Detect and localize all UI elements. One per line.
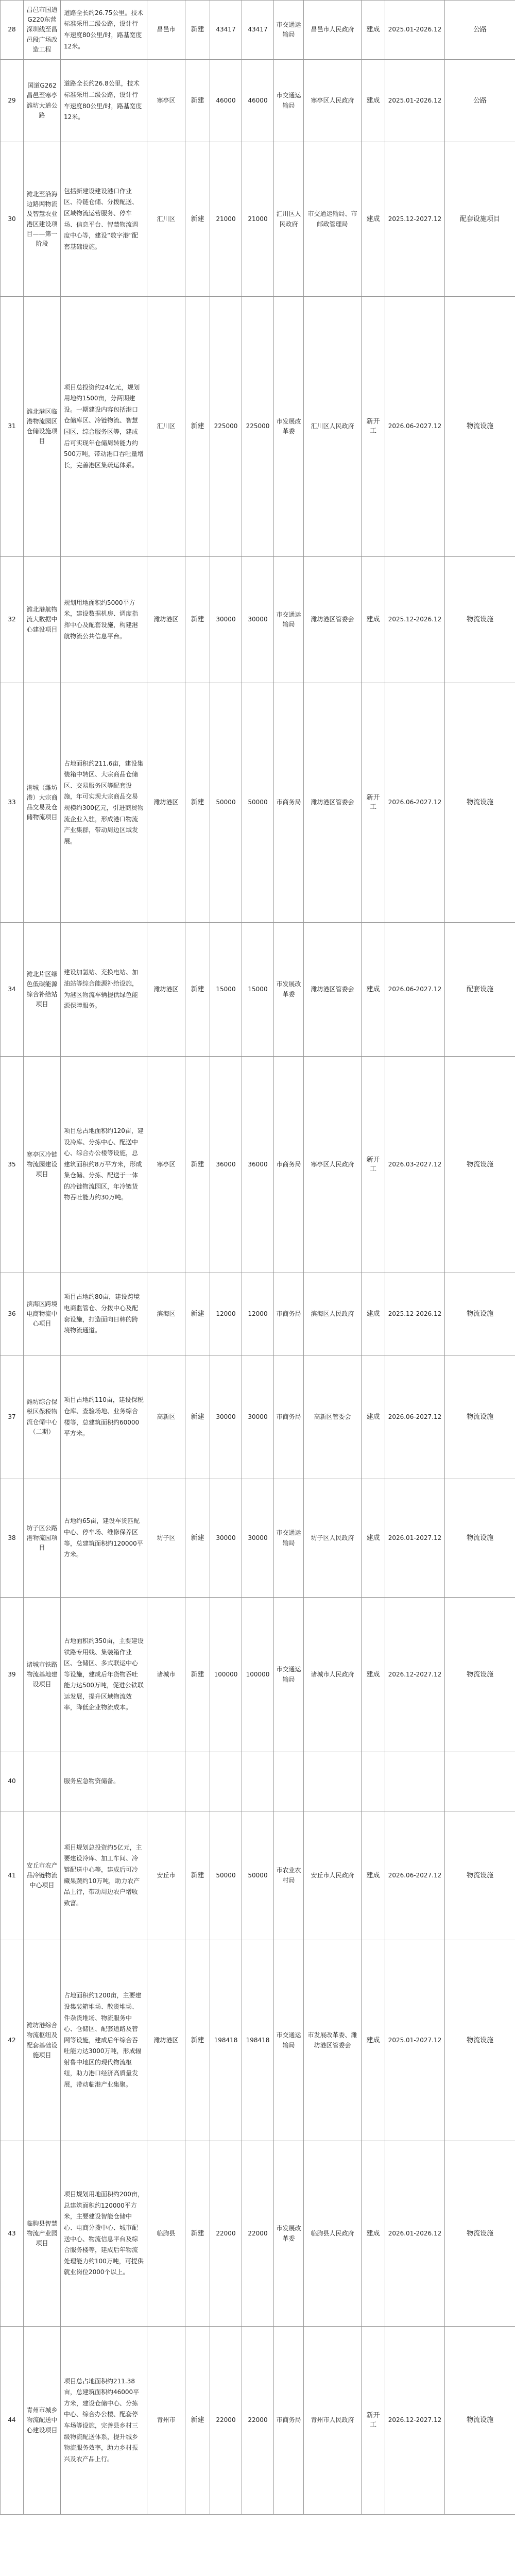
construction-stage-cell: 建成 bbox=[362, 142, 385, 297]
total-investment-cell: 50000 bbox=[210, 1811, 242, 1940]
project-category-cell: 物流设施 bbox=[445, 1057, 515, 1273]
construction-period-cell: 2026.06-2027.12 bbox=[385, 683, 445, 923]
construction-stage-cell: 新开工 bbox=[362, 683, 385, 923]
table-row bbox=[1, 60, 515, 142]
project-category-cell: 物流设施 bbox=[445, 683, 515, 923]
project-description-cell: 占地面积约350亩，主要建设铁路专用线、集装箱作业区、仓储区、多式联运中心等设施，建成后年货物吞吐能力达500万吨，促进公铁联运发展，提升区域物流效率，降低企业物流成本。 bbox=[61, 1598, 147, 1752]
lead-owner-cell: 寒亭区人民政府 bbox=[304, 60, 362, 142]
planned-investment-cell: 225000 bbox=[242, 297, 274, 557]
project-category-cell: 物流设施 bbox=[445, 1355, 515, 1479]
project-category-cell: 物流设施 bbox=[445, 2141, 515, 2327]
project-description-cell: 规划用地面积约5000平方米，建设数据机房、调度指挥中心及配套设施，构建港航物流公共信息平台。 bbox=[61, 557, 147, 683]
row-number-cell: 43 bbox=[1, 2141, 24, 2327]
lead-owner-cell bbox=[304, 1752, 362, 1811]
total-investment-cell: 12000 bbox=[210, 1273, 242, 1355]
project-category-cell: 物流设施 bbox=[445, 1598, 515, 1752]
responsible-unit-cell: 市交通运输局 bbox=[274, 1479, 304, 1598]
project-name-cell bbox=[24, 1752, 61, 1811]
construction-nature-cell: 新建 bbox=[185, 1, 210, 60]
responsible-unit-cell: 市农业农村局 bbox=[274, 1811, 304, 1940]
total-investment-cell: 30000 bbox=[210, 557, 242, 683]
construction-nature-cell: 新建 bbox=[185, 2327, 210, 2515]
construction-stage-cell: 新开工 bbox=[362, 2327, 385, 2515]
construction-stage-cell: 建成 bbox=[362, 1940, 385, 2141]
total-investment-cell: 21000 bbox=[210, 142, 242, 297]
lead-owner-cell: 高新区管委会 bbox=[304, 1355, 362, 1479]
table-row bbox=[1, 923, 515, 1057]
construction-nature-cell: 新建 bbox=[185, 923, 210, 1057]
project-name-cell: 滨海区跨境电商物流中心项目 bbox=[24, 1273, 61, 1355]
project-district-cell: 滨海区 bbox=[147, 1273, 185, 1355]
lead-owner-cell: 坊子区人民政府 bbox=[304, 1479, 362, 1598]
construction-nature-cell: 新建 bbox=[185, 1273, 210, 1355]
responsible-unit-cell: 市商务局 bbox=[274, 1273, 304, 1355]
construction-stage-cell: 新开工 bbox=[362, 297, 385, 557]
project-category-cell: 物流设施 bbox=[445, 1811, 515, 1940]
construction-period-cell: 2026.01-2027.12 bbox=[385, 1479, 445, 1598]
lead-owner-cell: 诸城市人民政府 bbox=[304, 1598, 362, 1752]
row-number-cell: 41 bbox=[1, 1811, 24, 1940]
total-investment-cell: 43417 bbox=[210, 1, 242, 60]
construction-nature-cell: 新建 bbox=[185, 1598, 210, 1752]
total-investment-cell: 198418 bbox=[210, 1940, 242, 2141]
project-district-cell: 汇川区 bbox=[147, 297, 185, 557]
planned-investment-cell bbox=[242, 1752, 274, 1811]
total-investment-cell: 46000 bbox=[210, 60, 242, 142]
planned-investment-cell: 198418 bbox=[242, 1940, 274, 2141]
row-number-cell: 33 bbox=[1, 683, 24, 923]
project-description-cell: 项目总投资约24亿元，规划用地约1500亩，分两期建设。一期建设内容包括港口仓储库区、冷链物流、智慧园区、综合服务区等，建成后可实现年仓储周转能力约500万吨，带动港口吞吐量增长，完善港区集疏运体系。 bbox=[61, 297, 147, 557]
responsible-unit-cell: 市商务局 bbox=[274, 2327, 304, 2515]
construction-stage-cell: 建成 bbox=[362, 557, 385, 683]
construction-period-cell: 2026.12-2027.12 bbox=[385, 1598, 445, 1752]
project-name-cell: 潍坊港综合物流枢纽及配套基础设施项目 bbox=[24, 1940, 61, 2141]
project-name-cell: 坊子区公路港物流园项目 bbox=[24, 1479, 61, 1598]
row-number-cell: 40 bbox=[1, 1752, 24, 1811]
table-row bbox=[1, 1598, 515, 1752]
total-investment-cell: 22000 bbox=[210, 2327, 242, 2515]
project-district-cell: 高新区 bbox=[147, 1355, 185, 1479]
project-name-cell: 港城（潍坊港）大宗商品交易及仓储物流项目 bbox=[24, 683, 61, 923]
table-row bbox=[1, 1057, 515, 1273]
construction-nature-cell: 新建 bbox=[185, 1479, 210, 1598]
project-district-cell: 潍坊港区 bbox=[147, 557, 185, 683]
project-category-cell bbox=[445, 1752, 515, 1811]
project-district-cell: 安丘市 bbox=[147, 1811, 185, 1940]
table-row bbox=[1, 1940, 515, 2141]
construction-period-cell: 2026.06-2027.12 bbox=[385, 1355, 445, 1479]
construction-period-cell bbox=[385, 1752, 445, 1811]
responsible-unit-cell: 市交通运输局 bbox=[274, 557, 304, 683]
project-description-cell: 项目规划总投资约5亿元，主要建设冷库、加工车间、冷链配送中心等，建成后可冷藏果蔬约10万吨，助力农产品上行，带动周边农户增收致富。 bbox=[61, 1811, 147, 1940]
planned-investment-cell: 46000 bbox=[242, 60, 274, 142]
project-name-cell: 诸城市铁路物流基地建设项目 bbox=[24, 1598, 61, 1752]
lead-owner-cell: 安丘市人民政府 bbox=[304, 1811, 362, 1940]
construction-period-cell: 2026.03-2027.12 bbox=[385, 1057, 445, 1273]
table-row bbox=[1, 1, 515, 60]
project-district-cell: 诸城市 bbox=[147, 1598, 185, 1752]
lead-owner-cell: 临朐县人民政府 bbox=[304, 2141, 362, 2327]
table-row bbox=[1, 2141, 515, 2327]
responsible-unit-cell bbox=[274, 1752, 304, 1811]
table-row bbox=[1, 1752, 515, 1811]
construction-nature-cell: 新建 bbox=[185, 2141, 210, 2327]
project-name-cell: 昌邑市国道G220东营深圳线至昌邑段广场改造工程 bbox=[24, 1, 61, 60]
construction-nature-cell: 新建 bbox=[185, 1355, 210, 1479]
project-name-cell: 潍北片区绿色低碳能源综合补给站项目 bbox=[24, 923, 61, 1057]
construction-period-cell: 2026.06-2027.12 bbox=[385, 923, 445, 1057]
lead-owner-cell: 市发展改革委、潍坊港区管委会 bbox=[304, 1940, 362, 2141]
project-description-cell: 建设加氢站、充换电站、加油站等综合能源补给设施，为港区物流车辆提供绿色能源保障服务。 bbox=[61, 923, 147, 1057]
construction-stage-cell: 新开工 bbox=[362, 1057, 385, 1273]
construction-stage-cell bbox=[362, 1752, 385, 1811]
project-district-cell: 潍坊港区 bbox=[147, 923, 185, 1057]
project-description-cell: 占地面积约211.6亩，建设集装箱中转区、大宗商品仓储区、交易服务区等配套设施，年可实现大宗商品交易规模约300亿元，引进商贸物流企业入驻，形成港口物流产业集群，带动周边区域发展。 bbox=[61, 683, 147, 923]
planned-investment-cell: 36000 bbox=[242, 1057, 274, 1273]
row-number-cell: 30 bbox=[1, 142, 24, 297]
project-description-cell: 道路全长约26.75公里。技术标准采用二级公路，设计行车速度80公里/时，路基宽度12米。 bbox=[61, 1, 147, 60]
planned-investment-cell: 22000 bbox=[242, 2141, 274, 2327]
project-district-cell: 汇川区 bbox=[147, 142, 185, 297]
responsible-unit-cell: 市商务局 bbox=[274, 1057, 304, 1273]
project-name-cell: 临朐县智慧物流产业园项目 bbox=[24, 2141, 61, 2327]
lead-owner-cell: 潍坊港区管委会 bbox=[304, 683, 362, 923]
planned-investment-cell: 30000 bbox=[242, 1479, 274, 1598]
table-row bbox=[1, 557, 515, 683]
construction-period-cell: 2026.06-2027.12 bbox=[385, 1811, 445, 1940]
planned-investment-cell: 50000 bbox=[242, 1811, 274, 1940]
project-district-cell bbox=[147, 1752, 185, 1811]
project-category-cell: 物流设施 bbox=[445, 1940, 515, 2141]
project-description-cell: 道路全长约26.8公里，技术标准采用二级公路，设计行车速度80公里/时，路基宽度12米。 bbox=[61, 60, 147, 142]
construction-stage-cell: 建成 bbox=[362, 1355, 385, 1479]
project-district-cell: 临朐县 bbox=[147, 2141, 185, 2327]
table-body bbox=[1, 1, 515, 2515]
construction-period-cell: 2025.01-2026.12 bbox=[385, 1, 445, 60]
construction-period-cell: 2026.06-2027.12 bbox=[385, 297, 445, 557]
total-investment-cell: 30000 bbox=[210, 1479, 242, 1598]
responsible-unit-cell: 市交通运输局 bbox=[274, 1940, 304, 2141]
row-number-cell: 38 bbox=[1, 1479, 24, 1598]
lead-owner-cell: 市交通运输局、市邮政管理局 bbox=[304, 142, 362, 297]
project-category-cell: 物流设施 bbox=[445, 2327, 515, 2515]
row-number-cell: 44 bbox=[1, 2327, 24, 2515]
construction-nature-cell: 新建 bbox=[185, 683, 210, 923]
construction-period-cell: 2025.12-2026.12 bbox=[385, 557, 445, 683]
row-number-cell: 36 bbox=[1, 1273, 24, 1355]
total-investment-cell: 36000 bbox=[210, 1057, 242, 1273]
construction-stage-cell: 建成 bbox=[362, 1811, 385, 1940]
construction-nature-cell: 新建 bbox=[185, 1811, 210, 1940]
construction-period-cell: 2025.12-2026.12 bbox=[385, 1273, 445, 1355]
construction-nature-cell: 新建 bbox=[185, 142, 210, 297]
table-row bbox=[1, 297, 515, 557]
project-district-cell: 寒亭区 bbox=[147, 60, 185, 142]
project-category-cell: 物流设施 bbox=[445, 1273, 515, 1355]
responsible-unit-cell: 市商务局 bbox=[274, 1355, 304, 1479]
project-description-cell: 占地约65亩，建设车货匹配中心、停车场、维修保养区等，总建筑面积约120000平方米。 bbox=[61, 1479, 147, 1598]
row-number-cell: 29 bbox=[1, 60, 24, 142]
project-description-cell: 项目总占地面积约211.38亩，总建筑面积约46000平方米，建设仓储中心、分拣中心、综合办公楼、配套停车场等设施，完善县乡村三级物流配送体系，提升城乡物流服务效率，助力乡村振兴及农产品上行。 bbox=[61, 2327, 147, 2515]
lead-owner-cell: 潍坊港区管委会 bbox=[304, 557, 362, 683]
project-district-cell: 昌邑市 bbox=[147, 1, 185, 60]
planned-investment-cell: 15000 bbox=[242, 923, 274, 1057]
construction-nature-cell: 新建 bbox=[185, 557, 210, 683]
total-investment-cell: 100000 bbox=[210, 1598, 242, 1752]
table-row bbox=[1, 1479, 515, 1598]
lead-owner-cell: 青州市人民政府 bbox=[304, 2327, 362, 2515]
construction-stage-cell: 建成 bbox=[362, 1479, 385, 1598]
project-category-cell: 公路 bbox=[445, 60, 515, 142]
responsible-unit-cell: 市发展改革委 bbox=[274, 923, 304, 1057]
project-description-cell: 项目占地约110亩，建设保税仓库、查验场地、业务综合楼等，总建筑面积约60000平方米。 bbox=[61, 1355, 147, 1479]
project-description-cell: 包括新建设建设港口作业区、冷链仓储、分拨配送、区域物流运营服务、停车场、信息平台、智慧物流调度中心等，建设“数字港”配套基础设施。 bbox=[61, 142, 147, 297]
construction-stage-cell: 建成 bbox=[362, 1598, 385, 1752]
total-investment-cell: 225000 bbox=[210, 297, 242, 557]
construction-nature-cell: 新建 bbox=[185, 297, 210, 557]
construction-period-cell: 2026.12-2027.12 bbox=[385, 2327, 445, 2515]
planned-investment-cell: 22000 bbox=[242, 2327, 274, 2515]
table-row bbox=[1, 2327, 515, 2515]
construction-period-cell: 2025.01-2027.12 bbox=[385, 1940, 445, 2141]
project-district-cell: 潍坊港区 bbox=[147, 1940, 185, 2141]
responsible-unit-cell: 汇川区人民政府 bbox=[274, 142, 304, 297]
row-number-cell: 31 bbox=[1, 297, 24, 557]
planned-investment-cell: 12000 bbox=[242, 1273, 274, 1355]
construction-nature-cell: 新建 bbox=[185, 1057, 210, 1273]
responsible-unit-cell: 市发展改革委 bbox=[274, 2141, 304, 2327]
project-category-cell: 公路 bbox=[445, 1, 515, 60]
row-number-cell: 28 bbox=[1, 1, 24, 60]
responsible-unit-cell: 市交通运输局 bbox=[274, 60, 304, 142]
project-description-cell: 项目规划用地面积约200亩，总建筑面积约120000平方米，主要建设智能仓储中心、电商分拨中心、城市配送中心、物流信息平台及综合服务楼等，建成后年物流处理能力约100万吨，可提供就业岗位2000个以上。 bbox=[61, 2141, 147, 2327]
lead-owner-cell: 昌邑市人民政府 bbox=[304, 1, 362, 60]
lead-owner-cell: 潍坊港区管委会 bbox=[304, 923, 362, 1057]
project-district-cell: 潍坊港区 bbox=[147, 683, 185, 923]
construction-stage-cell: 建成 bbox=[362, 1, 385, 60]
construction-stage-cell: 建成 bbox=[362, 923, 385, 1057]
project-name-cell: 潍北港航物流大数据中心建设项目 bbox=[24, 557, 61, 683]
construction-nature-cell bbox=[185, 1752, 210, 1811]
construction-period-cell: 2026.01-2026.12 bbox=[385, 2141, 445, 2327]
construction-stage-cell: 建成 bbox=[362, 60, 385, 142]
project-name-cell: 安丘市农产品冷链物流中心项目 bbox=[24, 1811, 61, 1940]
planned-investment-cell: 43417 bbox=[242, 1, 274, 60]
table-row bbox=[1, 1273, 515, 1355]
project-description-cell: 服务应急物资储备。 bbox=[61, 1752, 147, 1811]
total-investment-cell: 15000 bbox=[210, 923, 242, 1057]
project-district-cell: 寒亭区 bbox=[147, 1057, 185, 1273]
table-row bbox=[1, 683, 515, 923]
construction-period-cell: 2025.12-2027.12 bbox=[385, 142, 445, 297]
planned-investment-cell: 100000 bbox=[242, 1598, 274, 1752]
project-category-cell: 物流设施 bbox=[445, 557, 515, 683]
planned-investment-cell: 50000 bbox=[242, 683, 274, 923]
responsible-unit-cell: 市发展改革委 bbox=[274, 297, 304, 557]
total-investment-cell bbox=[210, 1752, 242, 1811]
project-category-cell: 物流设施 bbox=[445, 1479, 515, 1598]
construction-period-cell: 2025.01-2026.12 bbox=[385, 60, 445, 142]
project-category-cell: 物流设施 bbox=[445, 297, 515, 557]
row-number-cell: 34 bbox=[1, 923, 24, 1057]
project-name-cell: 青州市城乡物流配送中心建设项目 bbox=[24, 2327, 61, 2515]
table-row bbox=[1, 1355, 515, 1479]
table-row bbox=[1, 142, 515, 297]
construction-stage-cell: 建成 bbox=[362, 2141, 385, 2327]
total-investment-cell: 30000 bbox=[210, 1355, 242, 1479]
lead-owner-cell: 寒亭区人民政府 bbox=[304, 1057, 362, 1273]
project-category-cell: 配套设施项目 bbox=[445, 142, 515, 297]
construction-nature-cell: 新建 bbox=[185, 60, 210, 142]
responsible-unit-cell: 市交通运输局 bbox=[274, 1, 304, 60]
responsible-unit-cell: 市商务局 bbox=[274, 683, 304, 923]
project-description-cell: 占地面积约1200亩，主要建设集装箱堆场、散货堆场、件杂货堆场、物流服务中心、仓储区、配套道路及管网等设施，建成后年综合吞吐能力达3000万吨，形成辐射鲁中地区的现代物流枢纽，助力港口经济高质量发展，带动临港产业集聚。 bbox=[61, 1940, 147, 2141]
table-row bbox=[1, 1811, 515, 1940]
row-number-cell: 42 bbox=[1, 1940, 24, 2141]
project-name-cell: 潍北港区临港物流园区仓储设施项目 bbox=[24, 297, 61, 557]
row-number-cell: 37 bbox=[1, 1355, 24, 1479]
project-name-cell: 寒亭区冷链物流园建设项目 bbox=[24, 1057, 61, 1273]
project-description-cell: 项目总占地面积约120亩，建设冷库、分拣中心、配送中心、综合办公楼等设施，总建筑面积约8万平方米，形成集仓储、分拣、配送于一体的冷链物流园区，年冷链货物吞吐能力约30万吨。 bbox=[61, 1057, 147, 1273]
total-investment-cell: 22000 bbox=[210, 2141, 242, 2327]
construction-nature-cell: 新建 bbox=[185, 1940, 210, 2141]
lead-owner-cell: 汇川区人民政府 bbox=[304, 297, 362, 557]
row-number-cell: 39 bbox=[1, 1598, 24, 1752]
lead-owner-cell: 滨海区人民政府 bbox=[304, 1273, 362, 1355]
project-district-cell: 青州市 bbox=[147, 2327, 185, 2515]
total-investment-cell: 50000 bbox=[210, 683, 242, 923]
planned-investment-cell: 21000 bbox=[242, 142, 274, 297]
planned-investment-cell: 30000 bbox=[242, 557, 274, 683]
row-number-cell: 32 bbox=[1, 557, 24, 683]
construction-stage-cell: 建成 bbox=[362, 1273, 385, 1355]
project-category-cell: 配套设施 bbox=[445, 923, 515, 1057]
planned-investment-cell: 30000 bbox=[242, 1355, 274, 1479]
project-district-cell: 坊子区 bbox=[147, 1479, 185, 1598]
project-name-cell: 国道G262昌邑至寒亭潍坊大道公路 bbox=[24, 60, 61, 142]
project-name-cell: 潍北至沿海边路网物流及智慧农业港区建设项目——第一阶段 bbox=[24, 142, 61, 297]
project-name-cell: 潍坊综合保税区保税物流仓储中心（二期） bbox=[24, 1355, 61, 1479]
responsible-unit-cell: 市交通运输局 bbox=[274, 1598, 304, 1752]
project-description-cell: 项目占地约80亩，建设跨境电商监管仓、分拨中心及配套设施，打造面向日韩的跨境物流通道。 bbox=[61, 1273, 147, 1355]
row-number-cell: 35 bbox=[1, 1057, 24, 1273]
